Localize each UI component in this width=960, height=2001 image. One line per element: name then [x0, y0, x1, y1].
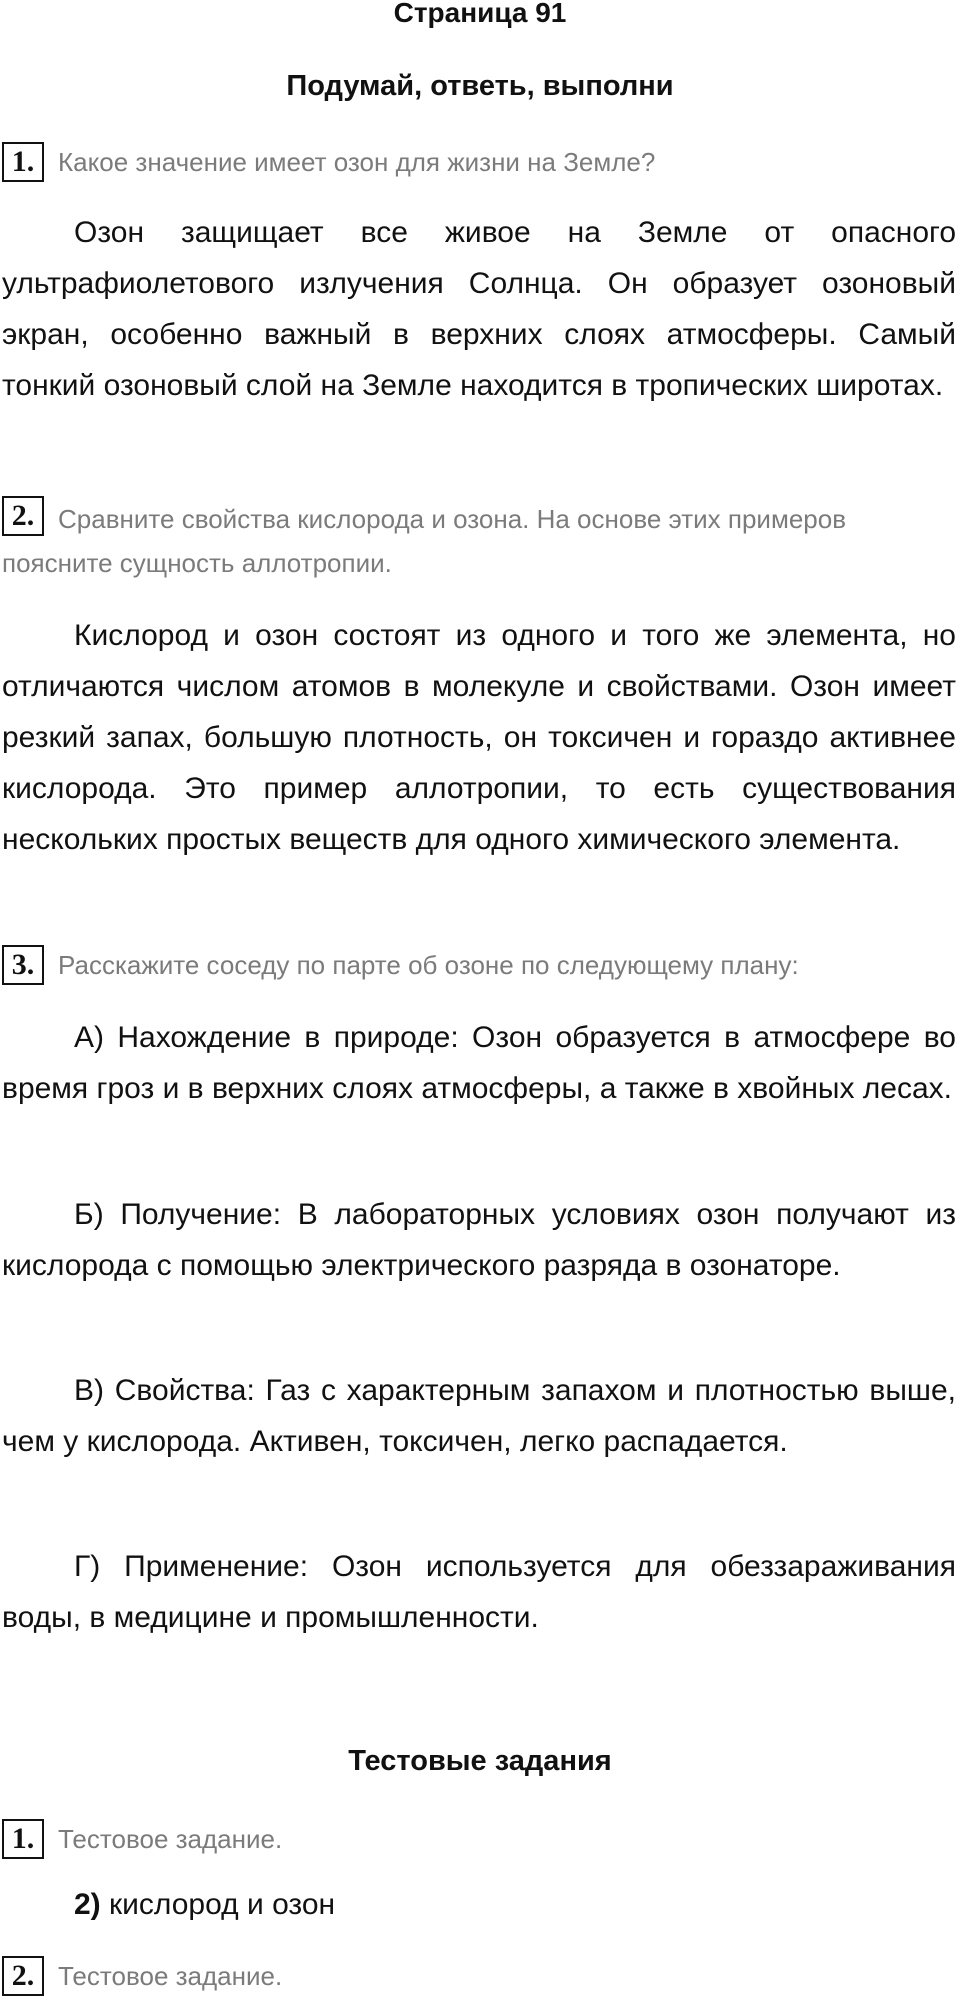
- section-title-tests: Тестовые задания: [348, 1745, 612, 1777]
- question-prompt: Расскажите соседу по парте об озоне по следующему плану:: [58, 950, 799, 980]
- plan-item-d: Г) Применение: Озон используется для обеззараживания воды, в медицине и промышленности.: [2, 1550, 956, 1634]
- task-prompt: Тестовое задание.: [58, 1824, 283, 1854]
- task-answer-text: кислород и озон: [100, 1888, 336, 1921]
- answer-paragraph: Кислород и озон состоят из одного и того же элемента, но отличаются числом атомов в молекуле и свойствами. Озон имеет резкий запах, большую плотность, он токсичен и гораздо активнее кислорода. Это пример аллотропии, то есть существования нескольких простых веществ для одного химического элемента.: [2, 619, 956, 856]
- plan-item-b: Б) Получение: В лабораторных условиях озон получают из кислорода с помощью электрического разряда в озонаторе.: [2, 1198, 956, 1282]
- plan-item-c: В) Свойства: Газ с характерным запахом и плотностью выше, чем у кислорода. Активен, токсичен, легко распадается.: [2, 1374, 956, 1458]
- task-answer: [74, 1885, 335, 1925]
- question-number-badge: 2.: [2, 496, 44, 536]
- page-title: Страница 91: [393, 0, 567, 28]
- question-prompt: Какое значение имеет озон для жизни на Земле?: [58, 147, 656, 177]
- question-number-badge: 1.: [2, 142, 44, 182]
- question-prompt: Сравните свойства кислорода и озона. На основе этих примеров поясните сущность аллотропии.: [2, 504, 847, 578]
- question-number-badge: 3.: [2, 945, 44, 985]
- task-prompt: Тестовое задание.: [58, 1961, 283, 1991]
- plan-item-a: А) Нахождение в природе: Озон образуется в атмосфере во время гроз и в верхних слоях атмосферы, а также в хвойных лесах.: [2, 1021, 956, 1105]
- task-answer-number: 2): [74, 1888, 101, 1921]
- answer-paragraph: Озон защищает все живое на Земле от опасного ультрафиолетового излучения Солнца. Он образует озоновый экран, особенно важный в верхних слоях атмосферы. Самый тонкий озоновый слой на Земле находится в тропических широтах.: [2, 216, 956, 402]
- task-number-badge: 2.: [2, 1956, 44, 1996]
- task-number-badge: 1.: [2, 1819, 44, 1859]
- section-title-think: Подумай, ответь, выполни: [286, 70, 674, 102]
